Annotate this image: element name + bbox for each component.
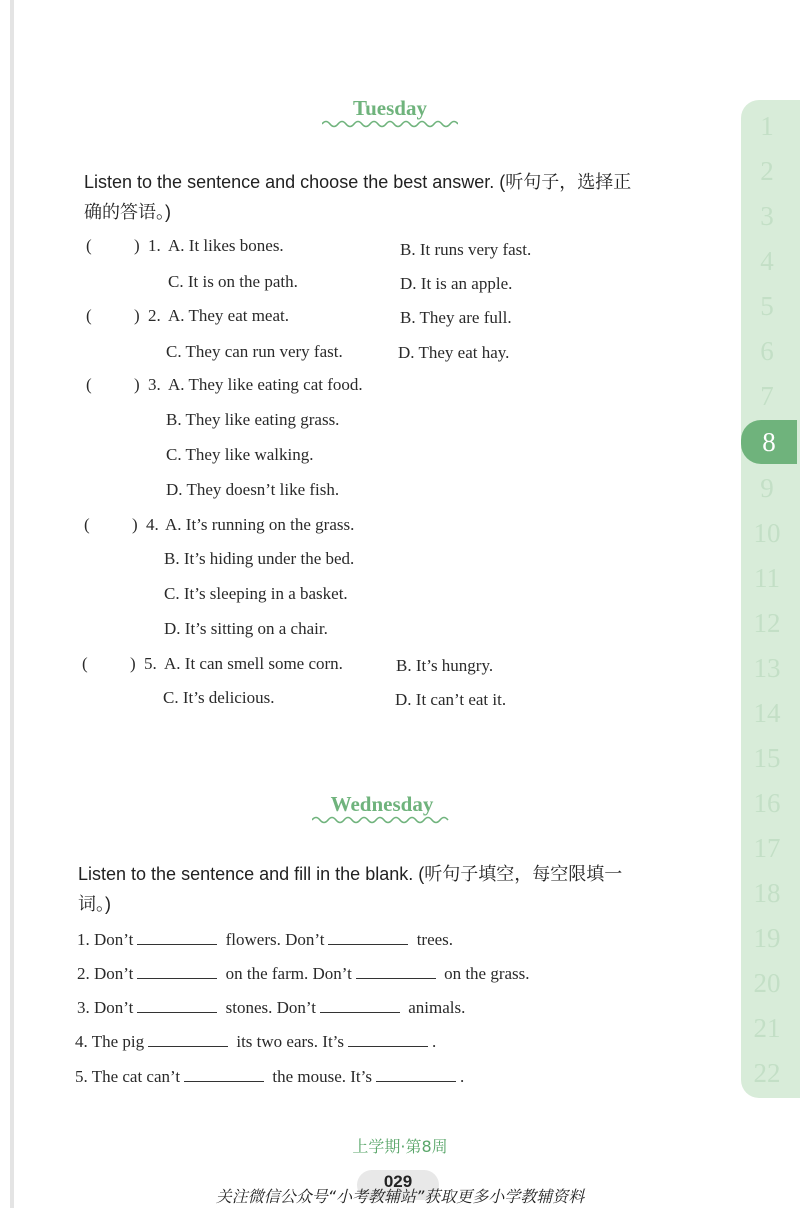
week-tab[interactable]: 22 <box>753 1058 781 1088</box>
fill-text: flowers. Don’t <box>225 930 325 949</box>
option-b: B. It runs very fast. <box>400 240 532 259</box>
fill-text: on the grass. <box>444 964 530 983</box>
option-b: B. It’s hiding under the bed. <box>164 549 355 568</box>
question-number: 2. <box>148 306 161 325</box>
week-tab[interactable]: 5 <box>760 291 774 321</box>
option-a: A. It’s running on the grass. <box>165 515 355 534</box>
option-d: D. They doesn’t like fish. <box>166 480 340 499</box>
week-tab[interactable]: 15 <box>753 743 781 773</box>
fill-text: the mouse. It’s <box>272 1067 372 1086</box>
question-number: 4. <box>146 515 159 534</box>
week-tab-active[interactable]: 8 <box>741 420 797 464</box>
option-b: B. They are full. <box>400 308 512 327</box>
answer-paren-close: ) <box>132 515 138 534</box>
option-b: B. They like eating grass. <box>166 410 340 429</box>
week-tab[interactable]: 11 <box>754 563 780 593</box>
tuesday-instruction <box>84 167 724 227</box>
answer-paren-close: ) <box>134 306 140 325</box>
blank-line[interactable] <box>137 998 217 1013</box>
week-tab[interactable]: 13 <box>753 653 781 683</box>
option-c: C. It’s delicious. <box>163 688 275 707</box>
blank-line[interactable] <box>328 930 408 945</box>
week-tab[interactable]: 21 <box>753 1013 781 1043</box>
week-tab[interactable]: 17 <box>753 833 781 863</box>
week-tab[interactable]: 1 <box>760 111 774 141</box>
week-tab[interactable]: 6 <box>760 336 774 366</box>
blank-line[interactable] <box>148 1032 228 1047</box>
week-tab[interactable]: 10 <box>753 518 781 548</box>
option-b: B. It’s hungry. <box>396 656 494 675</box>
fill-text: on the farm. Don’t <box>225 964 352 983</box>
question-number: 3. <box>148 375 161 394</box>
fill-text: . <box>460 1067 465 1086</box>
wednesday-title: Wednesday <box>330 792 434 816</box>
answer-paren-open: ( <box>86 375 92 394</box>
blank-line[interactable] <box>348 1032 428 1047</box>
answer-paren-open: ( <box>86 236 92 255</box>
answer-paren-open: ( <box>82 654 88 673</box>
blank-line[interactable] <box>184 1067 264 1082</box>
option-c: C. It is on the path. <box>168 272 298 291</box>
option-c: C. They like walking. <box>166 445 314 464</box>
answer-paren-close: ) <box>134 375 140 394</box>
week-tab[interactable]: 20 <box>753 968 781 998</box>
week-tab[interactable]: 14 <box>753 698 781 728</box>
blank-line[interactable] <box>376 1067 456 1082</box>
wednesday-instruction-line2: 词。) <box>78 894 111 914</box>
book-spine <box>10 0 14 1208</box>
week-tab[interactable]: 12 <box>753 608 781 638</box>
week-tab[interactable]: 18 <box>753 878 781 908</box>
option-a: A. They like eating cat food. <box>168 375 363 394</box>
week-tab[interactable]: 16 <box>753 788 781 818</box>
option-d: D. It’s sitting on a chair. <box>164 619 328 638</box>
page-number: 029 <box>383 1172 413 1191</box>
fill-item-2 <box>77 964 530 984</box>
semester-week-label: 上学期·第8周 <box>352 1137 448 1156</box>
option-c: C. They can run very fast. <box>166 342 343 361</box>
fill-text: 1. Don’t <box>77 930 134 949</box>
blank-line[interactable] <box>356 964 436 979</box>
week-tab[interactable]: 3 <box>760 201 774 231</box>
option-d: D. They eat hay. <box>398 343 510 362</box>
fill-text: 2. Don’t <box>77 964 134 983</box>
wednesday-instruction-line1: Listen to the sentence and fill in the blank. (听句子填空，每空限填一 <box>78 864 623 884</box>
blank-line[interactable] <box>137 930 217 945</box>
blank-line[interactable] <box>137 964 217 979</box>
question-number: 5. <box>144 654 157 673</box>
tuesday-instruction-line2: 确的答语。) <box>84 202 171 222</box>
tuesday-instruction-line1: Listen to the sentence and choose the best answer. (听句子，选择正 <box>84 172 632 192</box>
week-tab[interactable]: 2 <box>760 156 774 186</box>
watermark-text: 关注微信公众号“小考教辅站”获取更多小学教辅资料 <box>215 1187 585 1206</box>
fill-item-1 <box>77 930 453 950</box>
option-a: A. It can smell some corn. <box>164 654 343 673</box>
fill-text: 5. The cat can’t <box>75 1067 181 1086</box>
answer-paren-open: ( <box>86 306 92 325</box>
fill-text: 4. The pig <box>75 1032 145 1051</box>
answer-paren-close: ) <box>130 654 136 673</box>
week-tab[interactable]: 9 <box>760 473 774 503</box>
fill-text: . <box>432 1032 437 1051</box>
wednesday-wave-underline <box>312 815 452 825</box>
question-number: 1. <box>148 236 161 255</box>
fill-text: stones. Don’t <box>225 998 316 1017</box>
answer-paren-close: ) <box>134 236 140 255</box>
fill-text: animals. <box>408 998 466 1017</box>
fill-item-5 <box>75 1067 464 1087</box>
fill-text: its two ears. It’s <box>236 1032 345 1051</box>
blank-line[interactable] <box>320 998 400 1013</box>
option-d: D. It can’t eat it. <box>395 690 507 709</box>
option-c: C. It’s sleeping in a basket. <box>164 584 348 603</box>
week-tab[interactable]: 19 <box>753 923 781 953</box>
option-a: A. They eat meat. <box>168 306 290 325</box>
tuesday-wave-underline <box>322 119 458 129</box>
week-tab[interactable]: 7 <box>760 381 774 411</box>
fill-text: trees. <box>416 930 454 949</box>
fill-item-4 <box>75 1032 436 1052</box>
fill-text: 3. Don’t <box>77 998 134 1017</box>
wednesday-instruction <box>78 859 718 919</box>
tuesday-title: Tuesday <box>353 96 427 120</box>
answer-paren-open: ( <box>84 515 90 534</box>
option-a: A. It likes bones. <box>168 236 284 255</box>
week-tab[interactable]: 4 <box>760 246 774 276</box>
fill-item-3 <box>77 998 465 1018</box>
option-d: D. It is an apple. <box>400 274 513 293</box>
